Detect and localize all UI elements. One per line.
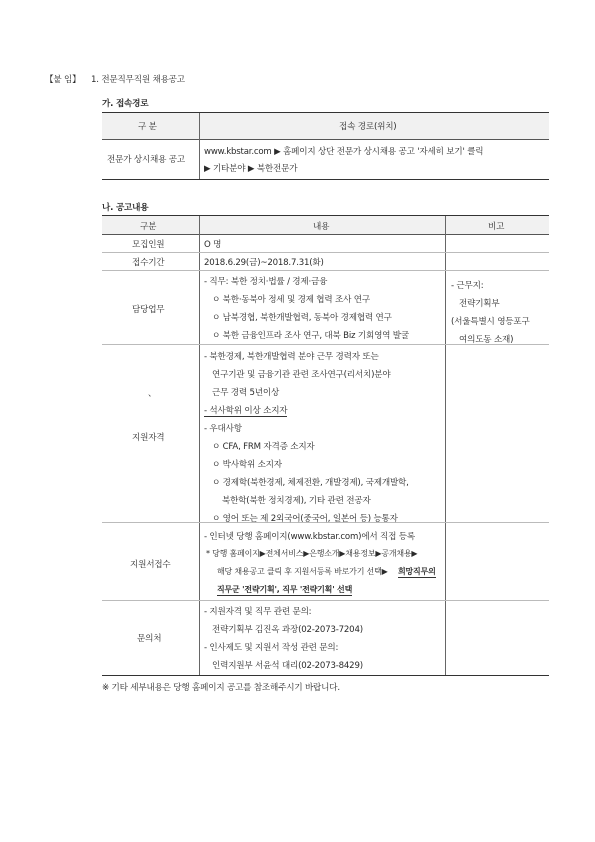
apply-label: 지원서접수 <box>130 560 171 570</box>
apply-line: - 인터넷 당행 홈페이지(www.kbstar.com)에서 직접 등록 <box>204 532 415 542</box>
apply-line: 해당 채용공고 클릭 후 지원서등록 바로가기 선택▶ <box>217 567 388 576</box>
contact-line: - 지원자격 및 직무 관련 문의: <box>204 607 312 617</box>
footer-note: ※ 기타 세부내용은 당행 홈페이지 공고를 참조해주시기 바랍니다. <box>102 683 340 693</box>
announce-header-note: 비고 <box>488 222 505 232</box>
qualify-line: - 북한경제, 북한개발협력 분야 근무 경력자 또는 <box>204 352 379 362</box>
recruit-count: O 명 <box>204 240 222 250</box>
access-row-label: 전문가 상시채용 공고 <box>107 155 185 165</box>
announce-header-rule <box>102 234 549 235</box>
attachment-tag: 【붙 임】 <box>45 75 81 85</box>
announce-bottom-rule <box>102 675 549 676</box>
qualify-line: ㅇ 박사학위 소지자 <box>212 460 282 470</box>
contact-line: - 인사제도 및 지원서 작성 관련 문의: <box>204 643 339 653</box>
announce-top-rule <box>102 215 549 216</box>
apply-desired-job: 희망직무의 <box>398 567 436 576</box>
qualify-line: - 우대사항 <box>204 424 242 434</box>
section-b-title: 나. 공고내용 <box>102 203 149 213</box>
qualify-line: ㅇ CFA, FRM 자격증 소지자 <box>212 442 315 452</box>
contact-label: 문의처 <box>137 634 162 644</box>
row-rule-1 <box>102 252 549 253</box>
access-header-path: 접속 경로(위치) <box>339 122 397 132</box>
qualify-line: ㅇ 영어 또는 제 2외국어(중국어, 일본어 등) 능통자 <box>212 514 398 524</box>
apply-job-selection: 직무군 '전략기획', 직무 '전략기획' 선택 <box>217 585 353 594</box>
duty-note-line: (서울특별시 영등포구 <box>451 317 530 327</box>
duty-note-line: 전략기획부 <box>459 299 500 309</box>
qualify-label: 지원자격 <box>132 433 165 443</box>
contact-line: 전략기획부 김진옥 과장(02-2073-7204) <box>212 625 363 635</box>
announce-header-content: 내용 <box>313 222 330 232</box>
section-a-title: 가. 접속경로 <box>102 99 149 109</box>
announce-header-category: 구분 <box>140 222 157 232</box>
duty-line: ㅇ 북한·동북아 정세 및 경제 협력 조사 연구 <box>212 295 370 305</box>
announce-divider-2 <box>445 216 446 675</box>
duty-line: ㅇ 북한 금융인프라 조사 연구, 대북 Biz 기회영역 발굴 <box>212 331 410 341</box>
announce-divider-1 <box>199 216 200 675</box>
row-rule-5 <box>102 600 549 601</box>
access-table-bottom-rule <box>102 179 549 180</box>
qualify-line: ㅇ 경제학(북한경제, 체제전환, 개발경제), 국제개발학, <box>212 478 409 488</box>
access-table-divider <box>199 113 200 179</box>
access-header-category: 구 분 <box>138 122 157 132</box>
access-row-path-line1: www.kbstar.com ▶ 홈페이지 상단 전문가 상시채용 공고 '자세히 보기' 클릭 <box>204 147 484 157</box>
qualify-line: 근무 경력 5년이상 <box>212 388 280 398</box>
duty-line: ㅇ 남북경협, 북한개발협력, 동북아 경제협력 연구 <box>212 313 392 323</box>
access-row-path-line2: ▶ 기타분야 ▶ 북한전문가 <box>204 164 298 174</box>
contact-line: 인력지원부 서윤석 대리(02-2073-8429) <box>212 661 363 671</box>
apply-line: * 당행 홈페이지▶전체서비스▶은행소개▶채용정보▶공개채용▶ <box>206 549 418 558</box>
qualify-mark: 、 <box>148 389 157 399</box>
attachment-title: 1. 전문직무직원 채용공고 <box>91 75 185 85</box>
access-table-header-bg <box>102 113 549 139</box>
access-table-top-rule <box>102 112 549 113</box>
duty-note-line: - 근무지: <box>451 281 484 291</box>
period-label: 접수기간 <box>132 258 165 268</box>
access-table-header-rule <box>102 139 549 140</box>
qualify-line: 북한학(북한 정치경제), 기타 관련 전공자 <box>222 496 371 506</box>
duty-note-line: 여의도동 소재) <box>459 335 514 345</box>
qualify-degree-requirement: - 석사학위 이상 소지자 <box>204 406 288 416</box>
qualify-line: 연구기관 및 금융기관 관련 조사연구(리서치)분야 <box>212 370 391 380</box>
row-rule-2 <box>102 270 549 271</box>
recruit-label: 모집인원 <box>132 240 165 250</box>
duty-line: - 직무: 북한 정치·법률 / 경제·금융 <box>204 277 328 287</box>
period-dates: 2018.6.29(금)~2018.7.31(화) <box>204 258 324 268</box>
duty-label: 담당업무 <box>132 305 165 315</box>
